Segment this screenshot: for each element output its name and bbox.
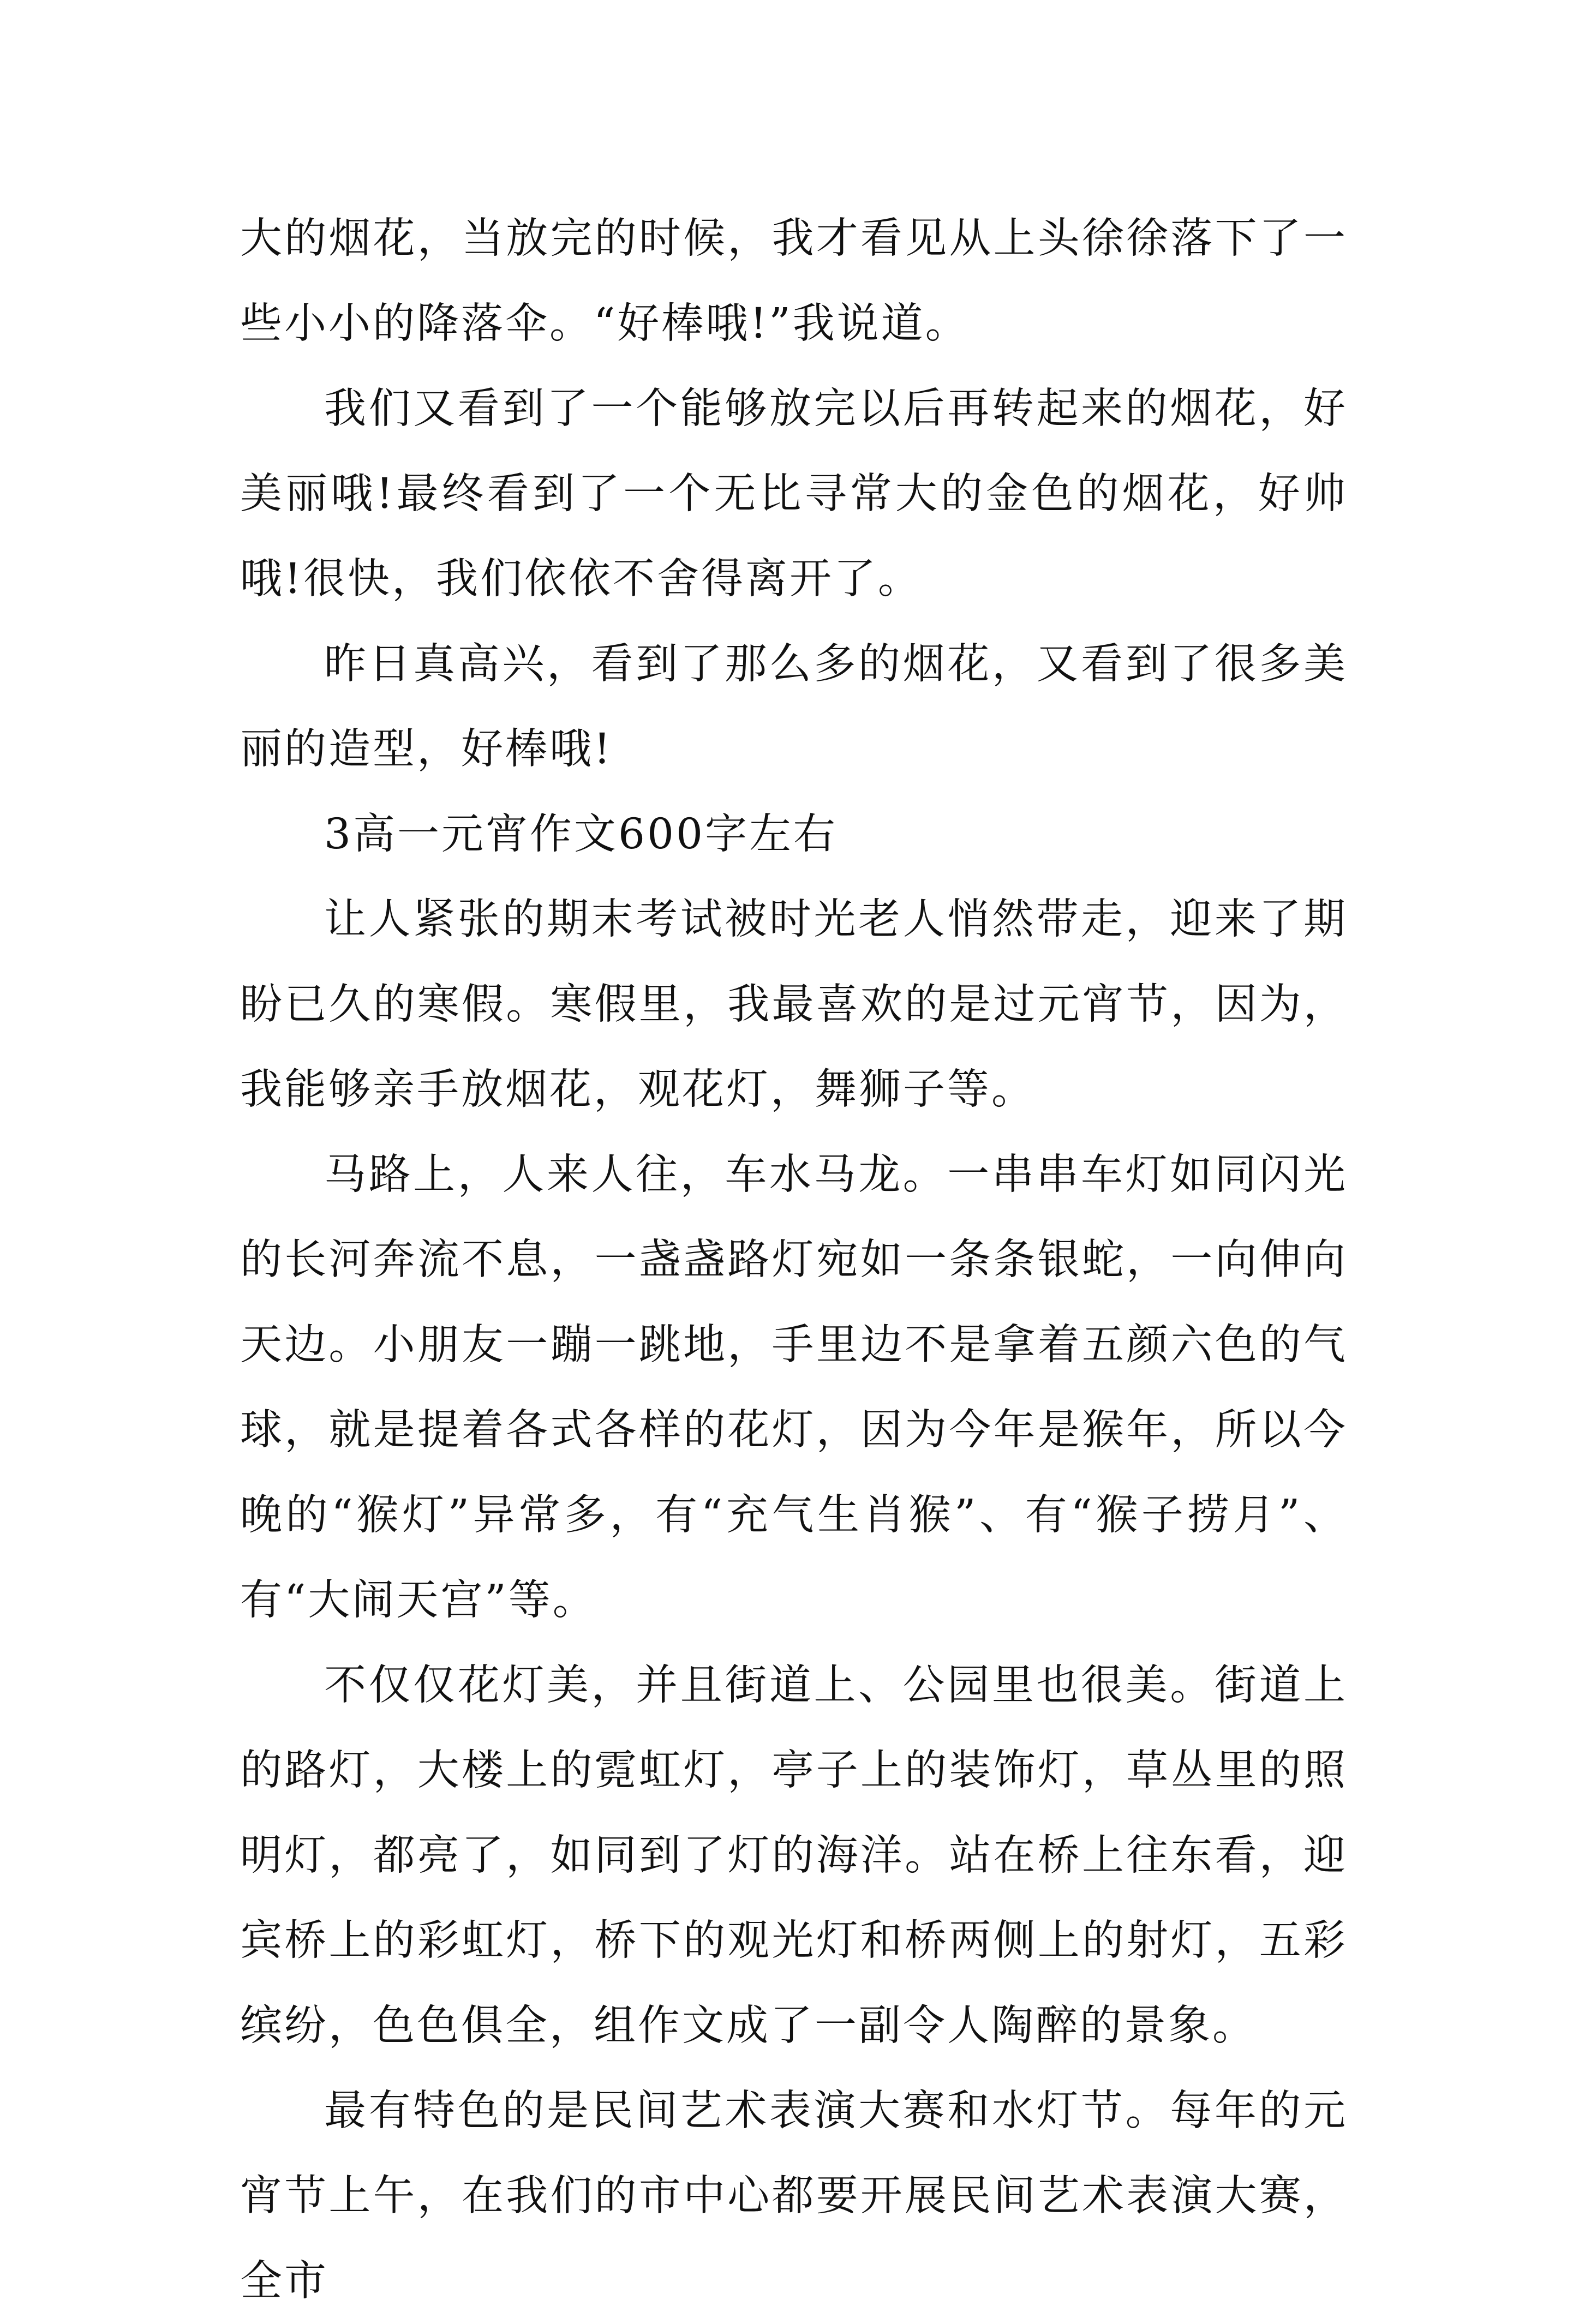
paragraph: 不仅仅花灯美，并且街道上、公园里也很美。街道上的路灯，大楼上的霓虹灯，亭子上的装饰灯，草丛里的照明灯，都亮了，如同到了灯的海洋。站在桥上往东看，迎宾桥上的彩虹灯，桥下的观光灯和桥两侧上的射灯，五彩缤纷，色色俱全，组作文成了一副令人陶醉的景象。 [240, 1661, 1348, 2050]
paragraph: 让人紧张的期末考试被时光老人悄然带走，迎来了期盼已久的寒假。寒假里，我最喜欢的是过元宵节，因为，我能够亲手放烟花，观花灯，舞狮子等。 [240, 895, 1348, 1114]
section-heading: 3高一元宵作文600字左右 [324, 810, 838, 859]
document-body [240, 196, 1348, 2324]
paragraph: 大的烟花，当放完的时候，我才看见从上头徐徐落下了一些小小的降落伞。“好棒哦!”我说道。 [240, 214, 1348, 348]
paragraph: 我们又看到了一个能够放完以后再转起来的烟花，好美丽哦!最终看到了一个无比寻常大的金色的烟花，好帅哦!很快，我们依依不舍得离开了。 [240, 385, 1348, 603]
paragraph: 昨日真高兴，看到了那么多的烟花，又看到了很多美丽的造型，好棒哦! [240, 640, 1348, 774]
paragraph: 最有特色的是民间艺术表演大赛和水灯节。每年的元宵节上午，在我们的市中心都要开展民间艺术表演大赛，全市 [240, 2087, 1348, 2305]
paragraph: 马路上，人来人往，车水马龙。一串串车灯如同闪光的长河奔流不息，一盏盏路灯宛如一条条银蛇，一向伸向天边。小朋友一蹦一跳地，手里边不是拿着五颜六色的气球，就是提着各式各样的花灯，因为今年是猴年，所以今晚的“猴灯”异常多，有“充气生肖猴”、有“猴子捞月”、有“大闹天宫”等。 [240, 1151, 1348, 1625]
